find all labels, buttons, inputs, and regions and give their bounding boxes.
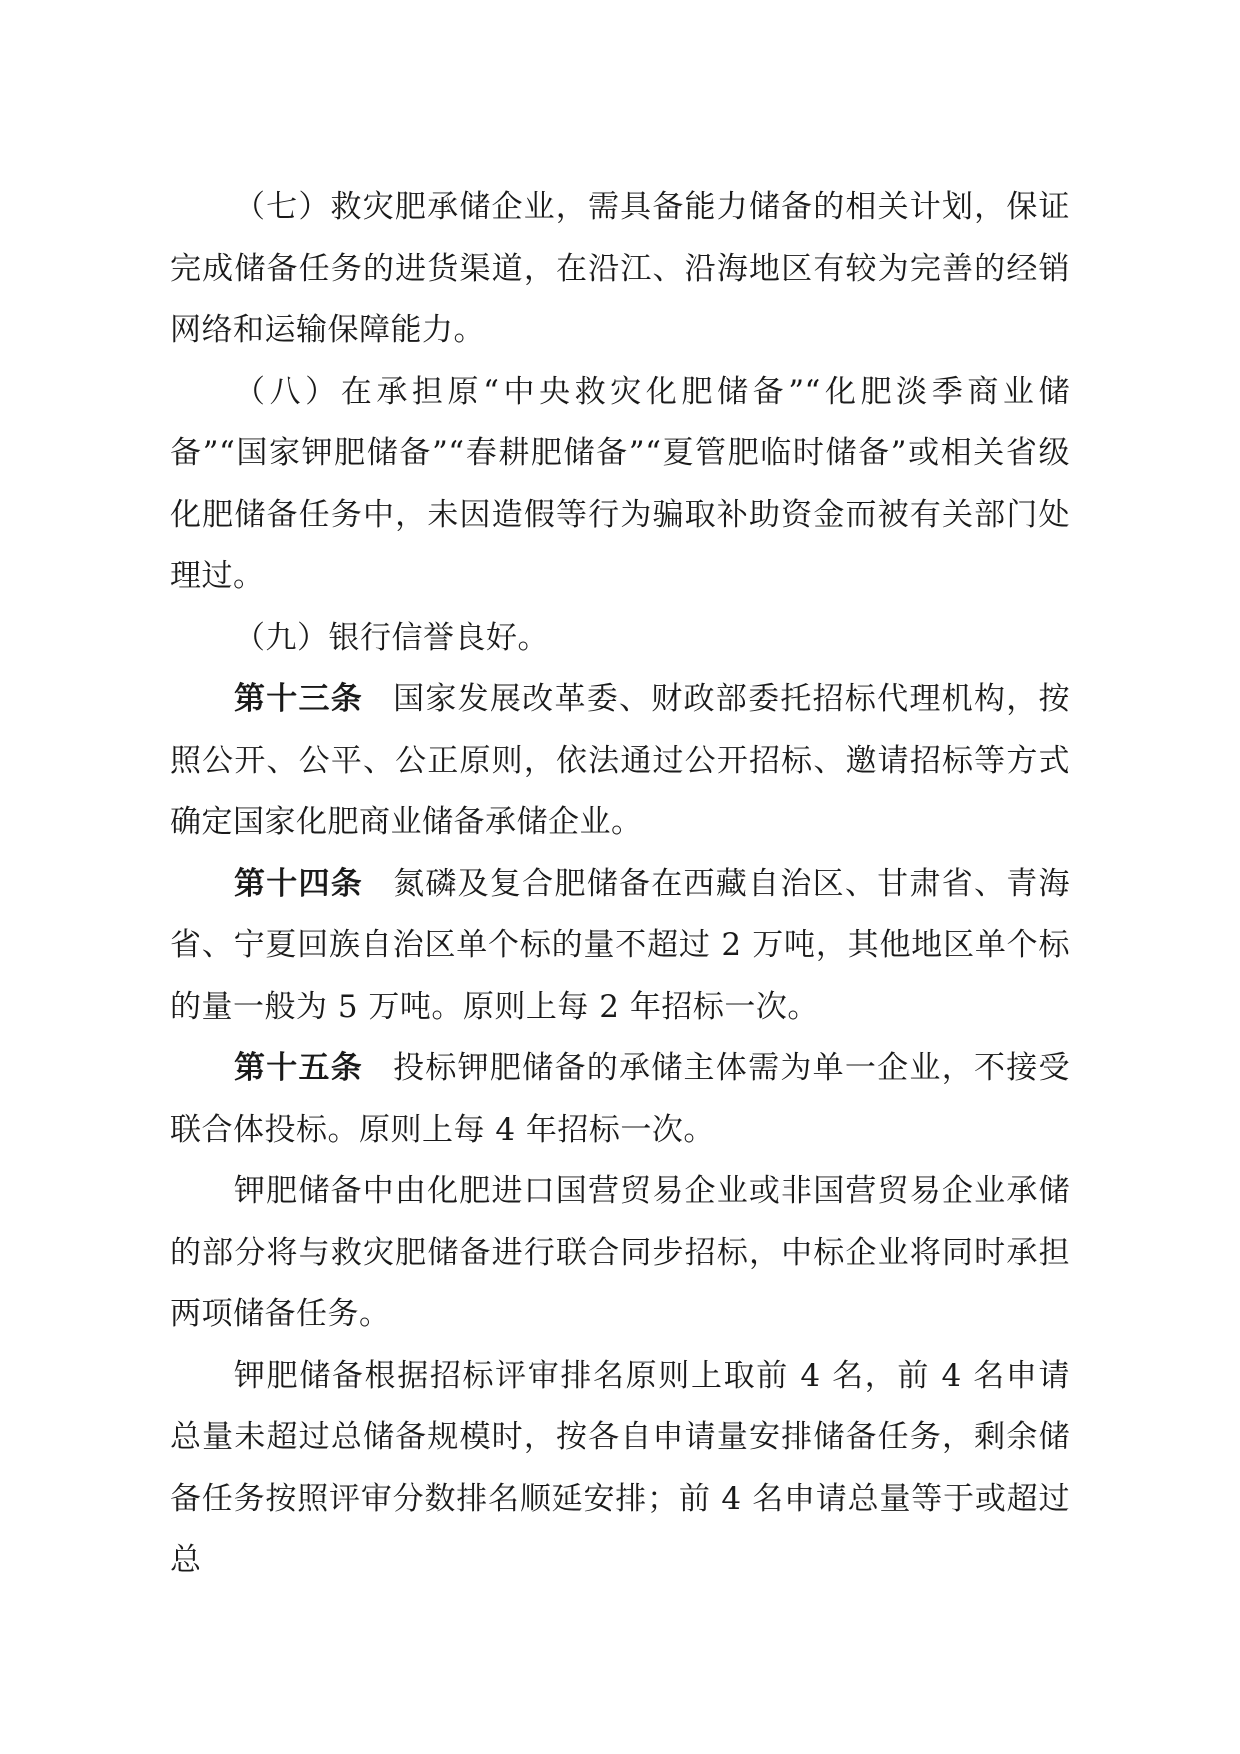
article-13 [170,669,1070,854]
paragraph-9 [170,608,1070,670]
paragraph-text: 钾肥储备中由化肥进口国营贸易企业或非国营贸易企业承储的部分将与救灾肥储备进行联合同步招标，中标企业将同时承担两项储备任务。 [170,1173,1070,1332]
paragraph-text: （七）救灾肥承储企业，需具备能力储备的相关计划，保证完成储备任务的进货渠道，在沿江、沿海地区有较为完善的经销网络和运输保障能力。 [170,189,1070,348]
article-heading: 第十三条 [234,681,364,717]
paragraph-text: 氮磷及复合肥储备在西藏自治区、甘肃省、青海省、宁夏回族自治区单个标的量不超过 2 万吨，其他地区单个标的量一般为 5 万吨。原则上每 2 年招标一次。 [170,865,1071,1025]
paragraph-text: （九）银行信誉良好。 [234,619,549,656]
paragraph-text: 国家发展改革委、财政部委托招标代理机构，按照公开、公平、公正原则，依法通过公开招标、邀请招标等方式确定国家化肥商业储备承储企业。 [170,681,1071,840]
paragraph-potash-ranking [170,1346,1070,1592]
article-14 [170,854,1070,1039]
paragraph-7 [170,177,1070,362]
article-heading: 第十四条 [234,865,364,902]
paragraph-potash-joint-bid [170,1161,1070,1346]
article-15 [170,1038,1070,1161]
paragraph-8 [170,362,1070,608]
paragraph-text: 投标钾肥储备的承储主体需为单一企业，不接受联合体投标。原则上每 4 年招标一次。 [170,1050,1071,1148]
document-page [170,177,1070,1592]
paragraph-text: （八）在承担原“中央救灾化肥储备”“化肥淡季商业储备”“国家钾肥储备”“春耕肥储备”“夏管肥临时储备”或相关省级化肥储备任务中，未因造假等行为骗取补助资金而被有关部门处理过。 [170,373,1070,594]
paragraph-text: 钾肥储备根据招标评审排名原则上取前 4 名，前 4 名申请总量未超过总储备规模时，按各自申请量安排储备任务，剩余储备任务按照评审分数排名顺延安排；前 4 名申请总量等于或超过总 [170,1357,1070,1578]
article-heading: 第十五条 [234,1050,364,1086]
